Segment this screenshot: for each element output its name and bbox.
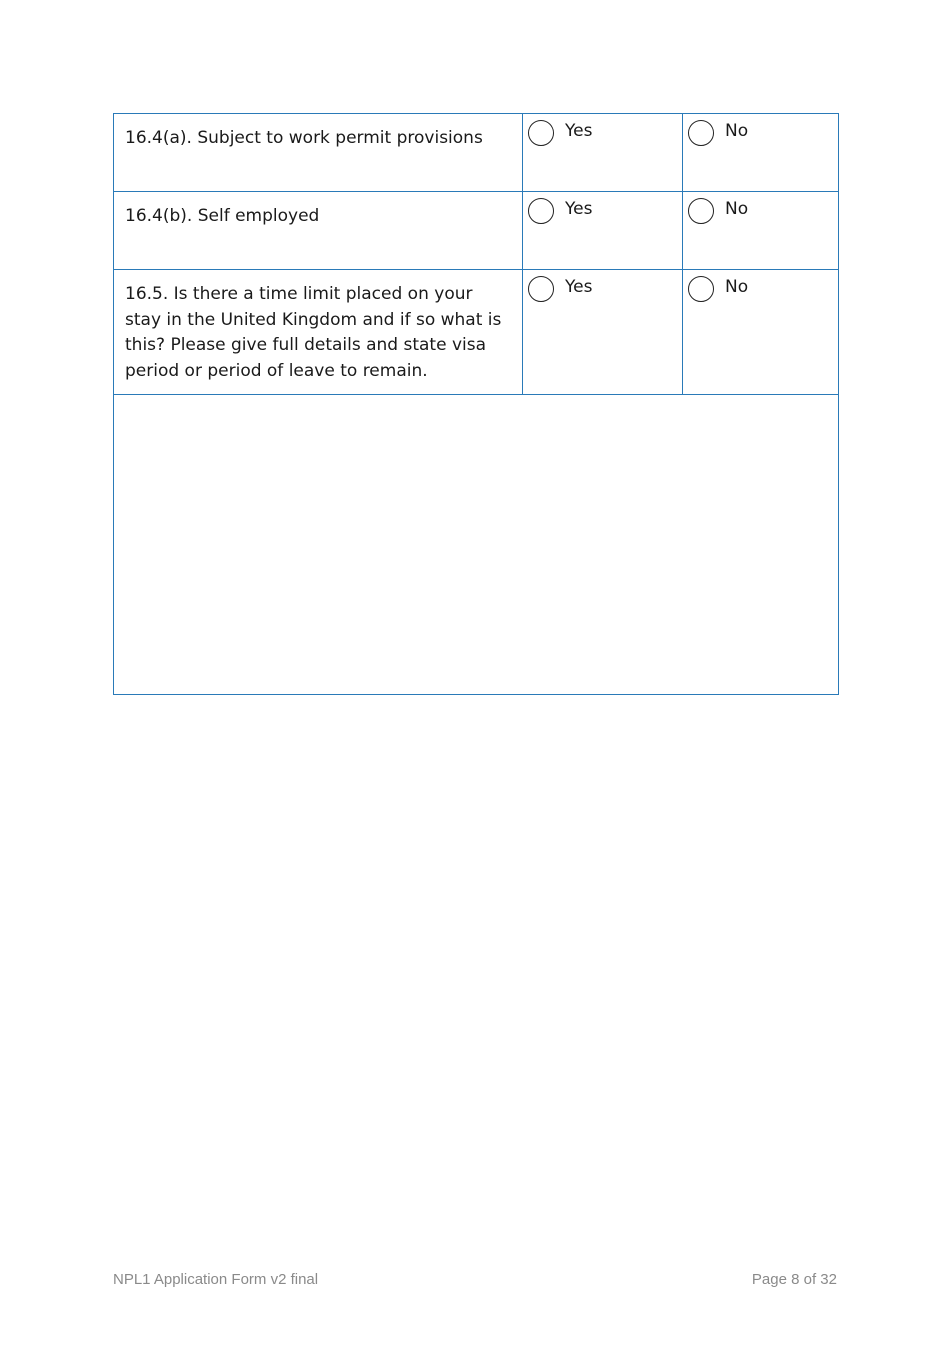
details-text-area[interactable]	[114, 395, 838, 694]
no-label: No	[725, 277, 749, 297]
no-cell	[683, 192, 839, 270]
answer-row	[114, 395, 839, 695]
question-cell	[114, 192, 523, 270]
radio-button[interactable]	[528, 120, 554, 146]
yes-cell	[523, 270, 683, 395]
radio-button[interactable]	[528, 198, 554, 224]
yes-label: Yes	[565, 199, 593, 219]
radio-button[interactable]	[688, 120, 714, 146]
question-text: 16.4(a). Subject to work permit provisions	[125, 128, 483, 148]
no-cell	[683, 114, 839, 192]
question-row-16-4b	[114, 192, 839, 270]
question-cell	[114, 114, 523, 192]
question-row-16-5	[114, 270, 839, 395]
no-label: No	[725, 199, 749, 219]
yes-label: Yes	[565, 277, 593, 297]
no-label: No	[725, 121, 749, 141]
question-row-16-4a	[114, 114, 839, 192]
yes-radio-option[interactable]	[523, 114, 682, 146]
footer-page-number: Page 8 of 32	[751, 1271, 837, 1288]
radio-button[interactable]	[528, 276, 554, 302]
radio-button[interactable]	[688, 276, 714, 302]
footer-document-name: NPL1 Application Form v2 final	[113, 1271, 319, 1288]
no-radio-option[interactable]	[683, 192, 838, 224]
question-text: 16.4(b). Self employed	[125, 206, 320, 226]
question-text: 16.5. Is there a time limit placed on your stay in the United Kingdom and if so what is this? Please give full details and state visa period or period of leave to remain.	[125, 284, 502, 381]
yes-radio-option[interactable]	[523, 270, 682, 302]
radio-button[interactable]	[688, 198, 714, 224]
yes-label: Yes	[565, 121, 593, 141]
answer-cell[interactable]	[114, 395, 839, 695]
yes-cell	[523, 192, 683, 270]
no-radio-option[interactable]	[683, 114, 838, 146]
form-table	[113, 113, 839, 695]
yes-cell	[523, 114, 683, 192]
no-cell	[683, 270, 839, 395]
no-radio-option[interactable]	[683, 270, 838, 302]
yes-radio-option[interactable]	[523, 192, 682, 224]
question-cell	[114, 270, 523, 395]
